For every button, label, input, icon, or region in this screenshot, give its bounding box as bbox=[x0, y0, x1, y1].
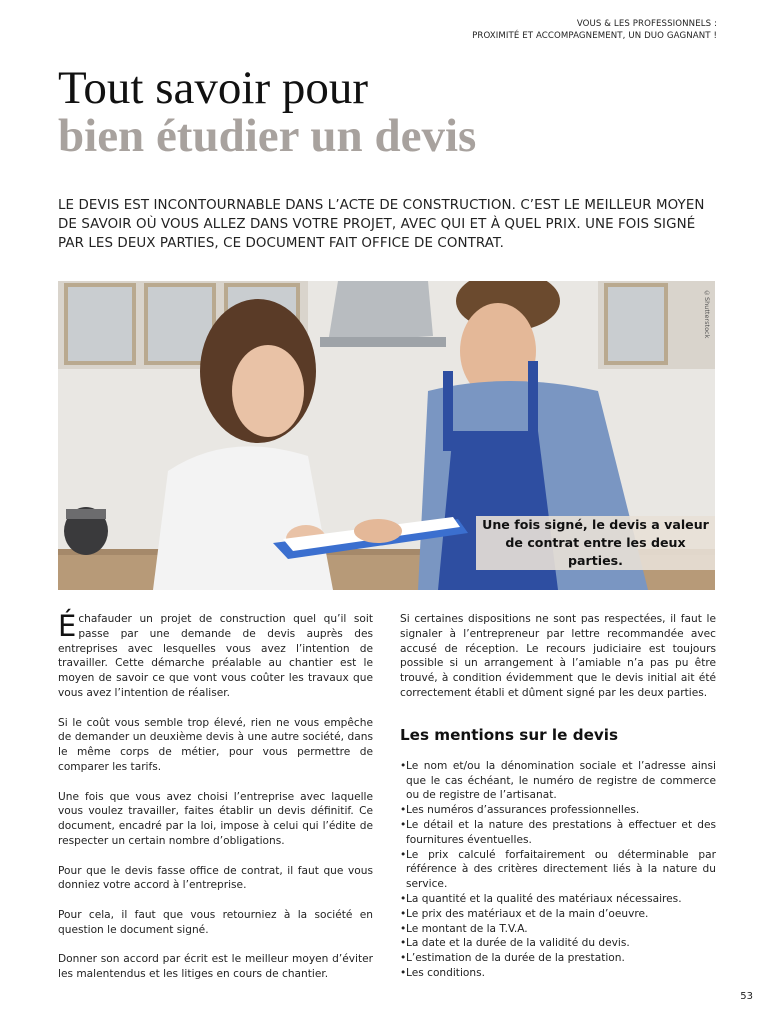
title-line-2: bien étudier un devis bbox=[58, 110, 477, 162]
photo-credit: ©Shutterstock bbox=[703, 289, 711, 339]
list-item: • Le détail et la nature des prestations à effectuer et des fournitures éventuelles. bbox=[400, 818, 716, 848]
list-item: • Les conditions. bbox=[400, 966, 716, 981]
paragraph-7: Si certaines dispositions ne sont pas respectées, il faut le signaler à l’entrepreneur par lettre recommandée avec accusé de réception. Le recours judiciaire est toujours possible si un arrangement à l’amiable n’a pas pu être trouvé, à condition évidemment que le devis initial ait été correctement établi et dûment signé par les deux parties. bbox=[400, 613, 716, 699]
list-item: • Le prix calculé forfaitairement ou déterminable par référence à des critères directement liés à la nature du service. bbox=[400, 848, 716, 892]
paragraph-3: Une fois que vous avez choisi l’entreprise avec laquelle vous voulez travailler, faites établir un devis définitif. Ce document, encadré par la loi, impose à celui qui l’édite de respecter un certain nombre d’obligations. bbox=[58, 790, 373, 847]
paragraph-2: Si le coût vous semble trop élevé, rien ne vous empêche de demander un deuxième devis à une autre société, dans le même corps de métier, pour vous permettre de comparer les tarifs. bbox=[58, 716, 373, 773]
list-item: • Le nom et/ou la dénomination sociale et l’adresse ainsi que le cas échéant, le numéro de registre de commerce ou de registre de l’artisanat. bbox=[400, 759, 716, 803]
caption-line-1: Une fois signé, le devis a valeur bbox=[482, 517, 709, 532]
caption-line-2: de contrat entre les deux parties. bbox=[505, 535, 686, 568]
paragraph-6: Donner son accord par écrit est le meilleur moyen d’éviter les malentendus et les litiges en cours de chantier. bbox=[58, 953, 373, 981]
left-column bbox=[58, 609, 373, 997]
paragraph-1 bbox=[58, 609, 373, 701]
photo-caption bbox=[476, 516, 715, 570]
article-title bbox=[58, 64, 718, 160]
section-heading: Les mentions sur le devis bbox=[400, 725, 619, 744]
drop-cap: É bbox=[58, 609, 77, 643]
list-item: • La date et la durée de la validité du devis. bbox=[400, 936, 716, 951]
list-item: • L’estimation de la durée de la prestation. bbox=[400, 951, 716, 966]
paragraph-1-text: chafauder un projet de construction quel qu’il soit passe par une demande de devis auprès des entreprises avec lesquelles vous avez l’intention de travailler. Cette démarche préalable au chantier est le moyen de savoir ce que vont vous coûter les travaux que vous avez l’intention de réaliser. bbox=[58, 613, 373, 699]
kicker-line-1: VOUS & LES PROFESSIONNELS : bbox=[576, 19, 717, 29]
page-number: 53 bbox=[740, 991, 753, 1002]
title-line-1: Tout savoir pour bbox=[58, 62, 368, 114]
list-item: • Le prix des matériaux et de la main d’oeuvre. bbox=[400, 907, 716, 922]
list-item: • Les numéros d’assurances professionnelles. bbox=[400, 803, 716, 818]
section-kicker bbox=[317, 18, 717, 42]
paragraph-4: Pour que le devis fasse office de contrat, il faut que vous donniez votre accord à l’entreprise. bbox=[58, 864, 373, 892]
mentions-list bbox=[400, 759, 716, 981]
kicker-line-2: PROXIMITÉ ET ACCOMPAGNEMENT, UN DUO GAGNANT ! bbox=[472, 31, 717, 41]
intro-lead: LE DEVIS EST INCONTOURNABLE DANS L’ACTE DE CONSTRUCTION. C’EST LE MEILLEUR MOYEN DE SAVOIR OÙ VOUS ALLEZ DANS VOTRE PROJET, AVEC QUI ET À QUEL PRIX. UNE FOIS SIGNÉ PAR LES DEUX PARTIES, CE DOCUMENT FAIT OFFICE DE CONTRAT. bbox=[58, 198, 705, 251]
paragraph-5: Pour cela, il faut que vous retourniez à la société en question le document signé. bbox=[58, 908, 373, 936]
list-item: • Le montant de la T.V.A. bbox=[400, 922, 716, 937]
list-item: • La quantité et la qualité des matériaux nécessaires. bbox=[400, 892, 716, 907]
right-column bbox=[400, 612, 716, 981]
